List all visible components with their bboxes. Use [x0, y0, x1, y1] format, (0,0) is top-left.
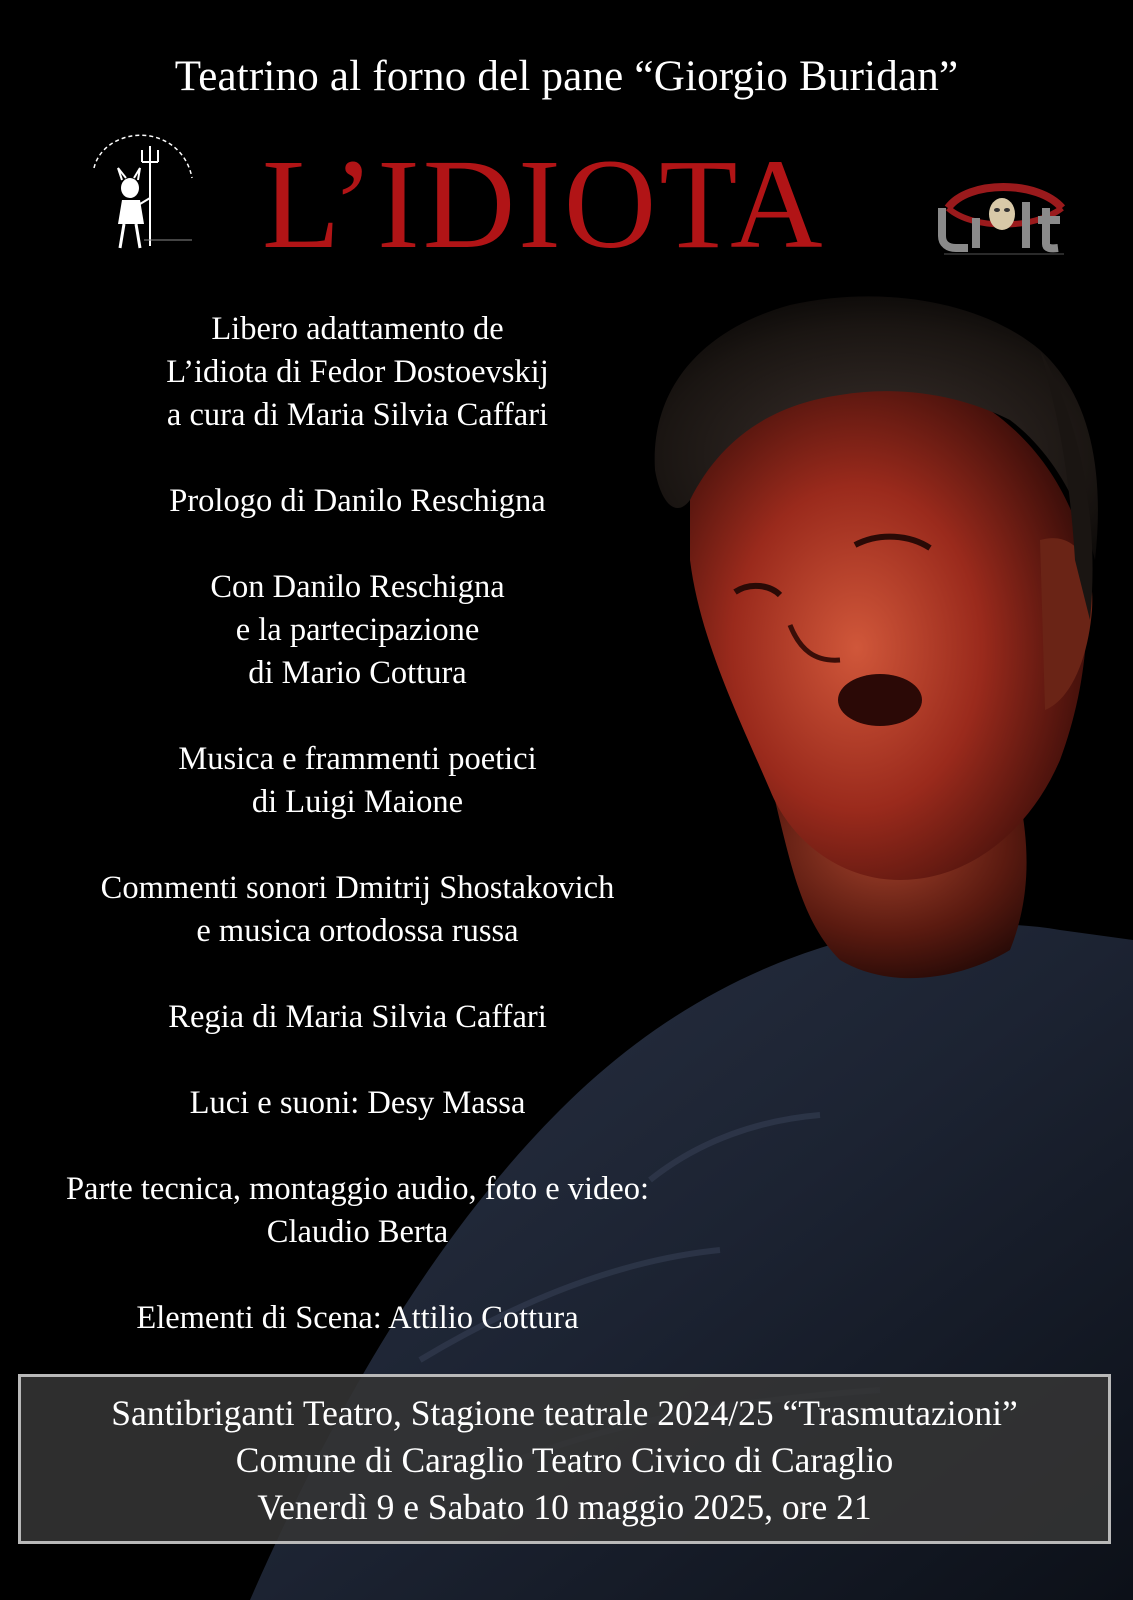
- credit-technical: [20, 1168, 695, 1254]
- credit-sound: [20, 867, 695, 953]
- credit-line: Elementi di Scena: Attilio Cottura: [136, 1300, 579, 1336]
- credit-direction: [20, 996, 695, 1039]
- show-title: L’IDIOTA: [262, 133, 826, 275]
- credit-line: Parte tecnica, montaggio audio, foto e video:: [65, 1171, 650, 1207]
- credit-line: a cura di Maria Silvia Caffari: [166, 397, 549, 433]
- credit-line: Luci e suoni: Desy Massa: [189, 1085, 526, 1121]
- credit-line: e la partecipazione: [235, 612, 480, 648]
- credit-line: Libero adattamento de: [211, 311, 504, 347]
- uilt-mask-icon: [938, 178, 1072, 256]
- credit-line: e musica ortodossa russa: [196, 913, 519, 949]
- credit-line: Musica e frammenti poetici: [178, 741, 537, 777]
- teatrino-logo: [88, 128, 206, 256]
- credit-line: di Luigi Maione: [251, 784, 464, 820]
- credits: [20, 308, 695, 1383]
- credit-music: [20, 738, 695, 824]
- credit-line: di Mario Cottura: [248, 655, 467, 691]
- credit-line: Claudio Berta: [266, 1214, 449, 1250]
- credit-line: L’idiota di Fedor Dostoevskij: [166, 354, 549, 390]
- credit-scenery: [20, 1297, 695, 1340]
- venue-theatre-line: Comune di Caraglio Teatro Civico di Caraglio: [235, 1440, 894, 1480]
- credit-prologue: [20, 480, 695, 523]
- credit-lights: [20, 1082, 695, 1125]
- credit-line: Commenti sonori Dmitrij Shostakovich: [100, 870, 615, 906]
- credit-cast: [20, 566, 695, 695]
- credit-line: Prologo di Danilo Reschigna: [169, 483, 546, 519]
- venue-date-line: Venerdì 9 e Sabato 10 maggio 2025, ore 21: [257, 1487, 872, 1527]
- organizer-title: Teatrino al forno del pane “Giorgio Buridan”: [174, 53, 959, 100]
- credit-line: Regia di Maria Silvia Caffari: [168, 999, 547, 1035]
- venue-season-line: Santibriganti Teatro, Stagione teatrale 2024/25 “Trasmutazioni”: [111, 1393, 1018, 1433]
- uilt-logo: [938, 178, 1072, 256]
- credit-line: Con Danilo Reschigna: [210, 569, 505, 605]
- credit-adaptation: [20, 308, 695, 437]
- devil-with-pitchfork-icon: [88, 128, 206, 256]
- venue-info-box: [18, 1374, 1111, 1544]
